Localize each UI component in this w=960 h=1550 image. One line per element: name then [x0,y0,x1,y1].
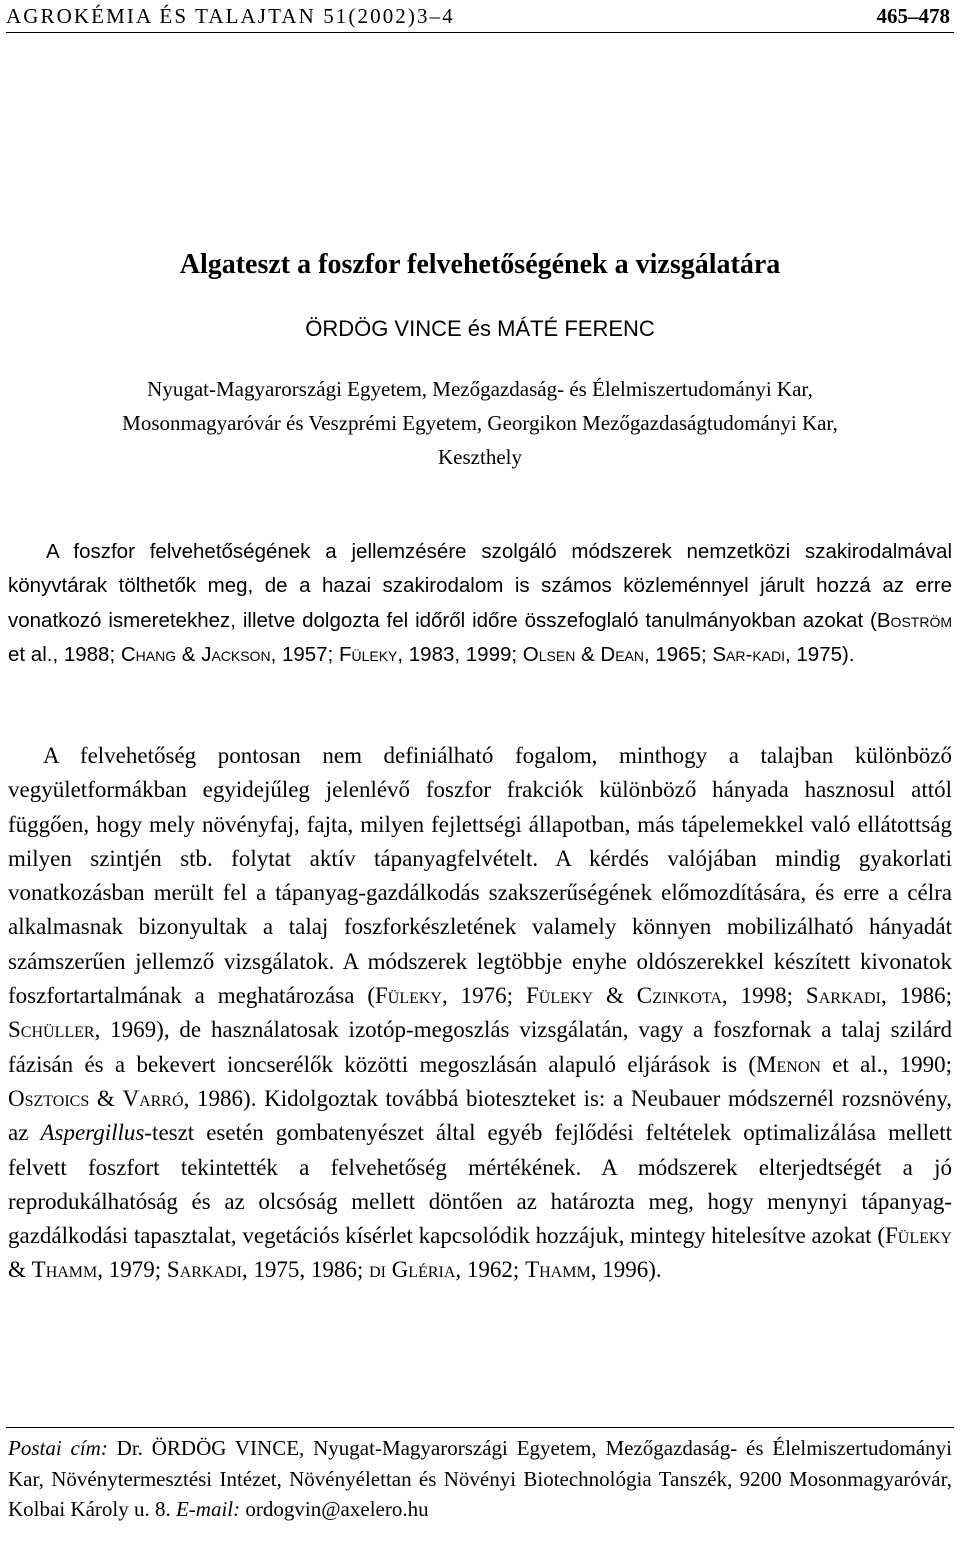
affiliation-line: Nyugat-Magyarországi Egyetem, Mezőgazdaság- és Élelmiszertudományi Kar, [147,377,813,401]
reference-author: Schüller [8,1017,95,1043]
reference-author: Sar-kadi [712,642,785,666]
abstract-text: , 1975). [785,642,855,666]
body-text: , 1979; [97,1257,167,1283]
reference-author: Boström [876,608,952,632]
reference-author: Dean [600,642,644,666]
abstract-text: , 1965; [643,642,713,666]
abstract-paragraph [8,535,952,672]
body-paragraph [8,739,952,1288]
author-affiliation [0,372,960,474]
body-text: , 1998; [721,983,806,1009]
affiliation-line: Mosonmagyaróvár és Veszprémi Egyetem, Georgikon Mezőgazdaságtudományi Kar, [122,411,838,435]
reference-author: Thamm [525,1257,591,1283]
email-label: E-mail: [175,1497,241,1521]
reference-author: Füleky [884,1223,952,1249]
abstract-text: , 1983, 1999; [397,642,523,666]
reference-author: Varró [122,1085,184,1111]
body-text: , 1962; [455,1257,526,1283]
abstract-text: A foszfor felvehetőségének a jellemzésére szolgáló módszerek nemzetközi szakirodalmával könyvtárak tölthetők meg, de a hazai szakirodalom is számos közleménnyel járult hozzá az erre vonatkozó ismeretekhez, illetve dolgozta fel időről időre összefoglaló tanulmányokban azokat ( [8,540,952,632]
reference-author: Sarkadi [166,1257,242,1283]
affiliation-line: Keszthely [438,445,522,469]
reference-author: Osztoics [8,1085,90,1111]
reference-author: Menon [756,1051,821,1077]
reference-author: Thamm [31,1257,98,1283]
body-text: A felvehetőség pontosan nem definiálható fogalom, minthogy a talajban különböző vegyületformákban egyidejűleg jelenlévő foszfor frakciók különböző hányada hasznosul attól függően, hogy mely növényfaj, fajta, milyen fejlettségi állapotban, más tápelemekkel való ellátottság milyen szintjén stb. folytat aktív tápanyagfelvételt. A kérdés valójában mindig gyakorlati vonatkozásban merült fel a tápanyag-gazdálkodás szakszerűségének előmozdítására, és erre a célra alkalmasnak bizonyultak a talaj foszforkészletének valamely könnyen mobilizálható hányadát számszerűen jellemző vizsgálatok. A módszerek legtöbbje enyhe oldószerekkel készített kivonatok foszfortartalmának a meghatározása ( [8,743,952,1009]
body-text: , 1986; [880,983,953,1009]
body-text: , 1996). [590,1257,662,1283]
body-text: , 1969), de használatosak izotóp-megoszlás vizsgálatán, vagy a foszfornak a talaj szilárd fázisán és a bekevert ioncserélők közötti megoszlásán alapuló eljárások is ( [8,1017,952,1077]
reference-author: Olsen [522,642,576,666]
body-text: & [8,1257,32,1283]
running-head [6,2,954,33]
article-authors: ÖRDÖG VINCE és MÁTÉ FERENC [305,316,655,341]
page-range: 465–478 [876,4,950,28]
abstract-text: et al., 1988; [8,642,121,666]
reference-author: Füleky [526,983,594,1009]
body-text: , 1975, 1986; [241,1257,370,1283]
reference-author: di Gléria [369,1257,456,1283]
footnote-divider [6,1427,954,1428]
body-text: et al., 1990; [820,1051,952,1077]
reference-author: Jackson [201,642,271,666]
article-title: Algateszt a foszfor felvehetőségének a vizsgálatára [179,249,781,280]
reference-author: Sarkadi [805,983,881,1009]
body-text: & [89,1085,123,1111]
journal-citation: AGROKÉMIA ÉS TALAJTAN 51(2002)3–4 [6,4,455,28]
reference-author: Füleky [338,642,398,666]
correspondence-footnote [8,1433,952,1525]
postal-address-label: Postai cím: [8,1436,108,1460]
email-address: ordogvin@axelero.hu [240,1497,429,1521]
abstract-text: , 1957; [270,642,339,666]
reference-author: Chang [120,642,177,666]
postal-address-text: Dr. ÖRDÖG VINCE, Nyugat-Magyarországi Egyetem, Mezőgazdaság- és Élelmiszertudományi Kar, Növénytermesztési Intézet, Növényélettan és Növényi Biotechnológia Tanszék, 9200 Mosonmagyaróvár, Kolbai Károly u. 8. [8,1436,952,1521]
body-text: & [593,983,637,1009]
body-text: , 1986). Kidolgoztak továbbá bioteszteket is: a Neubauer módszernél rozsnövény, az [8,1085,952,1146]
reference-author: Füleky [374,983,442,1009]
species-name: Aspergillus [40,1120,145,1146]
abstract-text: & [176,642,202,666]
reference-author: Czinkota [636,983,722,1009]
body-text: -teszt esetén gombatenyészet által egyéb fejlődési feltételek optimalizálása mellett felvett foszfort tekintették a felvehetőség mértékének. A módszerek elterjedtségét a jó reprodukálhatóság és az olcsóság mellett döntően az határozta meg, hogy menynyi tápanyag-gazdálkodási tapasztalat, vegetációs kísérlet kapcsolódik hozzájuk, mintegy hitelesítve azokat ( [8,1120,952,1249]
abstract-text: & [575,642,601,666]
body-text: , 1976; [442,983,526,1009]
